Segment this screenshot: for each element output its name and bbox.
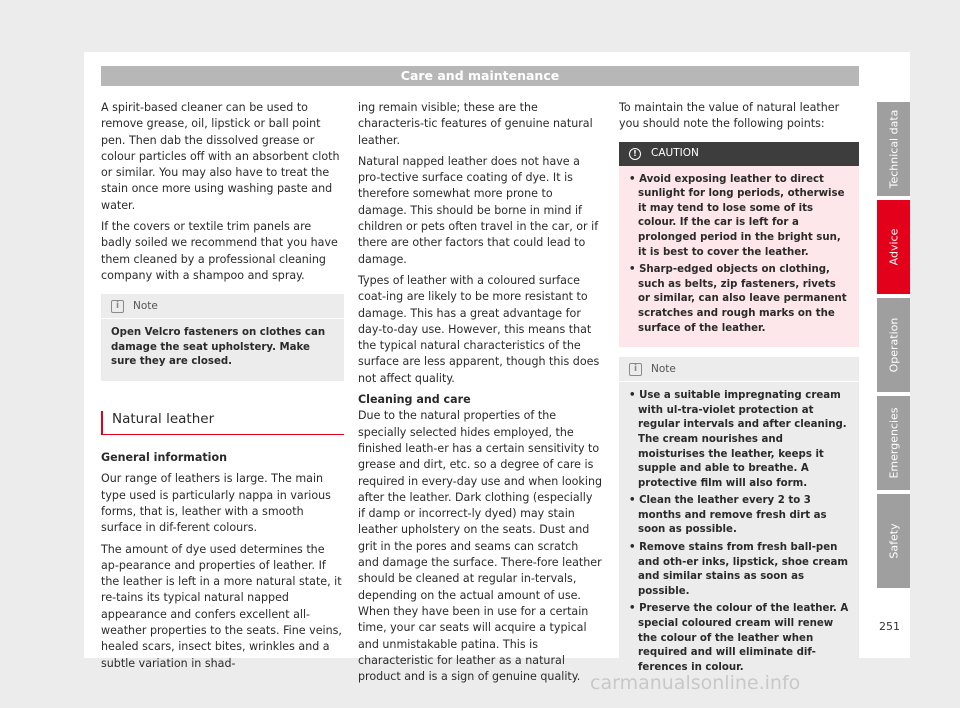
caution-body (619, 166, 859, 348)
note-box (619, 357, 859, 686)
note-label: Note (651, 362, 676, 375)
note-item: • Preserve the colour of the leather. A special coloured cream will renew the colour of the leather when required and will eliminate dif-ferences in colour. (629, 603, 849, 673)
column-1 (101, 100, 344, 677)
column-3 (619, 100, 859, 696)
note-header (101, 294, 344, 319)
caution-box (619, 142, 859, 348)
note-label: Note (133, 300, 158, 313)
paragraph: The amount of dye used determines the ap-pearance and properties of leather. If the leather is left in a more natural state, it re-tains its typical natural napped appearance and confers excellent all-weather properties to the seats. Fine veins, healed scars, insect bites, wrinkles and a subtle variation in shad- (101, 542, 342, 670)
info-icon: i (629, 363, 642, 376)
tab-technical-data[interactable]: Technical data (877, 102, 910, 196)
note-body (619, 382, 859, 686)
subheading: Cleaning and care (358, 393, 471, 407)
caution-header (619, 142, 859, 166)
footer-watermark: carmanualsonline.info (590, 672, 801, 694)
note-item: • Clean the leather every 2 to 3 months and remove fresh dirt as soon as possible. (629, 495, 827, 536)
note-item: • Remove stains from fresh ball-pen and oth-er inks, lipstick, shoe cream and similar stains as soon as possible. (629, 542, 848, 597)
warning-icon: ! (629, 148, 641, 160)
column-2 (358, 100, 602, 690)
info-icon: i (111, 300, 124, 313)
page-number: 251 (879, 620, 900, 633)
subheading: General information (101, 451, 227, 465)
tab-emergencies[interactable]: Emergencies (877, 396, 910, 490)
tab-safety[interactable]: Safety (877, 494, 910, 588)
paragraph: If the covers or textile trim panels are badly soiled we recommend that you have them cleaned by a professional cleaning company with a shampoo and spray. (101, 220, 338, 282)
caution-label: CAUTION (651, 147, 699, 160)
caution-item: • Sharp-edged objects on clothing, such as belts, zip fasteners, rivets or similar, can also leave permanent scratches and rough marks on the surface of the leather. (629, 264, 847, 334)
tab-operation[interactable]: Operation (877, 298, 910, 392)
paragraph: A spirit-based cleaner can be used to remove grease, oil, lipstick or ball point pen. Then dab the dissolved grease or colour particles off with an absorbent cloth or similar. You may also have to treat the stain once more using washing paste and water. (101, 101, 340, 212)
note-box (101, 294, 344, 381)
paragraph: Types of leather with a coloured surface coat-ing are likely to be more resistant to damage. This has a great advantage for day-to-day use. However, this means that the typical natural characteristics of the surface are less apparent, though this does not affect quality. (358, 273, 600, 385)
paragraph: Natural napped leather does not have a pro-tective surface coating of dye. It is therefore somewhat more prone to damage. This should be borne in mind if children or pets often travel in the car, or if there are other factors that could lead to damage. (358, 154, 599, 266)
note-text: Open Velcro fasteners on clothes can damage the seat upholstery. Make sure they are closed. (111, 327, 326, 368)
paragraph: Our range of leathers is large. The main type used is particularly nappa in various forms, that is, leather with a smooth surface in dif-ferent colours. (101, 472, 331, 535)
caution-item: • Avoid exposing leather to direct sunlight for long periods, otherwise it may tend to lose some of its colour. If the car is left for a prolonged period in the bright sun, it is best to cover the leather. (629, 173, 845, 258)
note-item: • Use a suitable impregnating cream with ul-tra-violet protection at regular intervals and after cleaning. The cream nourishes and moisturises the leather, keeps it supple and able to breathe. A protective film will also form. (629, 390, 847, 489)
paragraph: Due to the natural properties of the specially selected hides employed, the finished leath-er has a certain sensitivity to grease and dirt, etc. so a degree of care is required in every-day use and when looking after the leather. Dark clothing (especially if damp or incorrect-ly dyed) may stain leather upholstery on the seats. Dust and grit in the pores and seams can scratch and damage the surface. There-fore leather should be cleaned at regular in-tervals, depending on the actual amount of use. When they have been in use for a certain time, your car seats will acquire a typical and unmistakable patina. This is characteristic for leather as a natural product and is a sign of genuine quality. (358, 409, 603, 684)
paragraph: To maintain the value of natural leather you should note the following points: (619, 101, 840, 131)
paragraph: ing remain visible; these are the characteris-tic features of genuine natural leather. (358, 101, 593, 147)
page-header: Care and maintenance (101, 66, 859, 86)
note-body (101, 319, 344, 381)
note-header (619, 357, 859, 382)
chapter-tabs (877, 102, 910, 592)
tab-advice[interactable]: Advice (877, 200, 910, 294)
section-title: Natural leather (101, 411, 344, 435)
